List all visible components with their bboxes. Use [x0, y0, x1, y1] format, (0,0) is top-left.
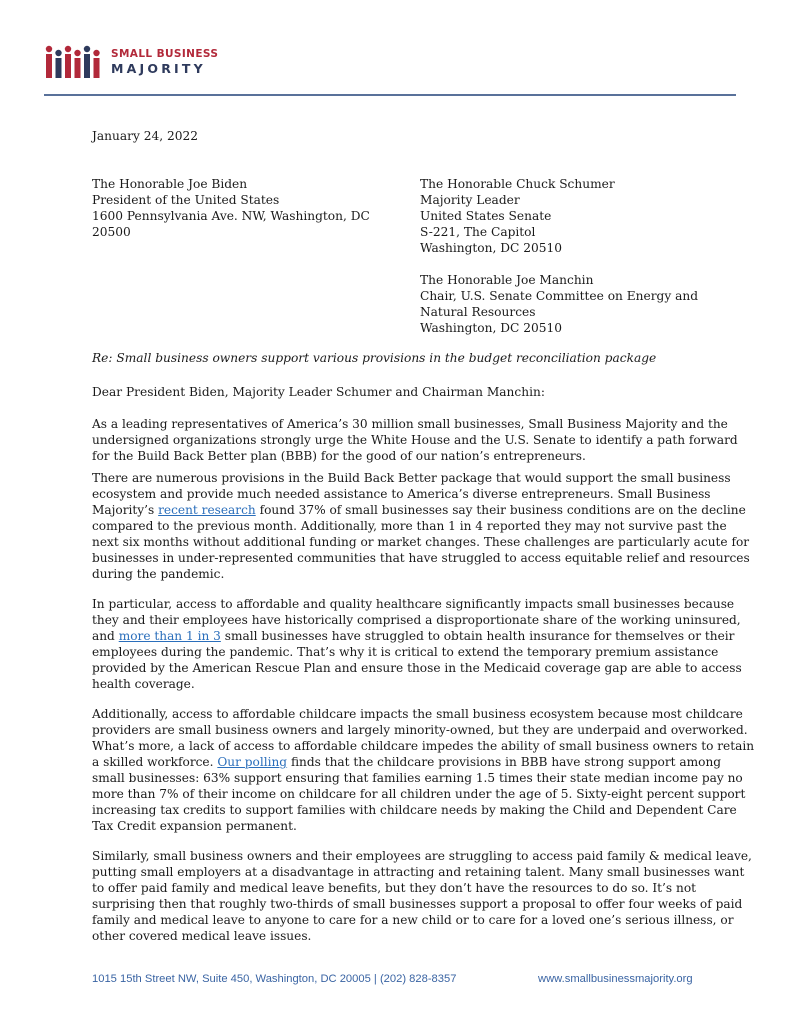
logo-wordmark — [111, 49, 218, 76]
paragraph-line — [92, 628, 735, 644]
paragraph-line: businesses in under-represented communities that have struggled to access equitable relief and resources — [92, 551, 750, 565]
address-line: Chair, U.S. Senate Committee on Energy and — [420, 289, 699, 303]
paragraph-line: undersigned organizations strongly urge the White House and the U.S. Senate to identify a path forward — [92, 433, 738, 447]
paragraph-line: during the pandemic. — [92, 567, 225, 581]
text-run: and — [92, 629, 119, 643]
body-paragraph-4 — [92, 706, 755, 834]
address-line: 20500 — [92, 225, 131, 239]
recipient-schumer-address — [420, 176, 720, 256]
text-run: a skilled workforce. — [92, 755, 218, 769]
paragraph-line: provided by the American Rescue Plan and ensure those in the Medicaid coverage gap are able to access — [92, 661, 742, 675]
paragraph-line: to offer paid family and medical leave benefits, but they don’t have the resources to do so. It’s not — [92, 881, 697, 895]
paragraph-line: surprising then that roughly two-thirds of small businesses support a proposal to offer four weeks of paid — [92, 897, 743, 911]
paragraph-line: What’s more, a lack of access to affordable childcare impedes the ability of small business owners to retain — [92, 739, 755, 753]
address-line: Majority Leader — [420, 193, 520, 207]
paragraph-line: Additionally, access to affordable childcare impacts the small business ecosystem because most childcare — [92, 707, 743, 721]
body-paragraph-2 — [92, 470, 750, 582]
paragraph-line: compared to the previous month. Additionally, more than 1 in 4 reported they may not survive past the — [92, 519, 727, 533]
paragraph-line: family and medical leave to anyone to care for a new child or to care for a loved one’s serious illness, or — [92, 913, 734, 927]
logo-small-text: SMALL BUSINESS — [111, 47, 219, 60]
paragraph-line — [92, 754, 722, 770]
organization-logo — [44, 44, 218, 80]
paragraph-line: employees during the pandemic. That’s why it is critical to extend the temporary premium assistance — [92, 645, 719, 659]
paragraph-line: Similarly, small business owners and their employees are struggling to access paid family & medical leave, — [92, 849, 752, 863]
recent-research-link[interactable]: recent research — [158, 503, 256, 517]
address-line: President of the United States — [92, 193, 280, 207]
address-line: Natural Resources — [420, 305, 536, 319]
our-polling-link[interactable]: Our polling — [217, 755, 288, 769]
subject-line: Re: Small business owners support various provisions in the budget reconciliation package — [92, 351, 657, 365]
footer-website[interactable]: www.smallbusinessmajority.org — [538, 973, 693, 985]
paragraph-line: providers are small business owners and largely minority-owned, but they are underpaid and overworked. — [92, 723, 748, 737]
paragraph-line: increasing tax credits to support families with childcare needs by making the Child and Dependent Care — [92, 803, 737, 817]
text-run: found 37% of small businesses say their business conditions are on the decline — [255, 503, 746, 517]
address-line: Washington, DC 20510 — [420, 321, 562, 335]
logo-major-text: MAJORITY — [111, 61, 206, 76]
text-run: small businesses have struggled to obtain health insurance for themselves or their — [220, 629, 735, 643]
people-logo-icon — [44, 44, 102, 80]
body-paragraph-5 — [92, 848, 752, 944]
salutation: Dear President Biden, Majority Leader Schumer and Chairman Manchin: — [92, 385, 545, 399]
paragraph-line: next six months without additional funding or market changes. These challenges are particularly acute for — [92, 535, 750, 549]
body-paragraph-3 — [92, 596, 742, 692]
text-run: Majority’s — [92, 503, 159, 517]
paragraph-line: putting small employers at a disadvantage in attracting and retaining talent. Many small businesses want — [92, 865, 745, 879]
recipient-manchin-address — [420, 272, 720, 336]
paragraph-line: As a leading representatives of America’s 30 million small businesses, Small Business Majority and the — [92, 417, 728, 431]
text-run: finds that the childcare provisions in BBB have strong support among — [287, 755, 722, 769]
paragraph-line: they and their employees have historically comprised a disproportionate share of the working uninsured, — [92, 613, 741, 627]
address-line: The Honorable Chuck Schumer — [420, 177, 615, 191]
paragraph-line: ecosystem and provide much needed assistance to America’s diverse entrepreneurs. Small Business — [92, 487, 711, 501]
paragraph-line: There are numerous provisions in the Build Back Better package that would support the small business — [92, 471, 731, 485]
paragraph-line: small businesses: 63% support ensuring that families earning 1.5 times their state median income pay no — [92, 771, 743, 785]
paragraph-line: more than 7% of their income on childcare for all children under the age of 5. Sixty-eight percent support — [92, 787, 746, 801]
address-line: S-221, The Capitol — [420, 225, 536, 239]
address-line: The Honorable Joe Manchin — [420, 273, 594, 287]
paragraph-line: Tax Credit expansion permanent. — [92, 819, 297, 833]
paragraph-line: other covered medical leave issues. — [92, 929, 312, 943]
address-line: The Honorable Joe Biden — [92, 177, 248, 191]
paragraph-line: health coverage. — [92, 677, 195, 691]
header-divider — [44, 94, 736, 96]
footer-address: 1015 15th Street NW, Suite 450, Washington, DC 20005 | (202) 828-8357 — [92, 973, 457, 985]
body-paragraph-1 — [92, 416, 738, 464]
paragraph-line — [92, 502, 746, 518]
letter-date: January 24, 2022 — [92, 129, 198, 143]
more-than-1-in-3-link[interactable]: more than 1 in 3 — [118, 629, 221, 643]
address-line: Washington, DC 20510 — [420, 241, 562, 255]
paragraph-line: In particular, access to affordable and quality healthcare significantly impacts small businesses because — [92, 597, 735, 611]
address-line: 1600 Pennsylvania Ave. NW, Washington, DC — [92, 209, 370, 223]
recipient-biden-address — [92, 176, 372, 240]
address-line: United States Senate — [420, 209, 552, 223]
paragraph-line: for the Build Back Better plan (BBB) for the good of our nation’s entrepreneurs. — [92, 449, 586, 463]
